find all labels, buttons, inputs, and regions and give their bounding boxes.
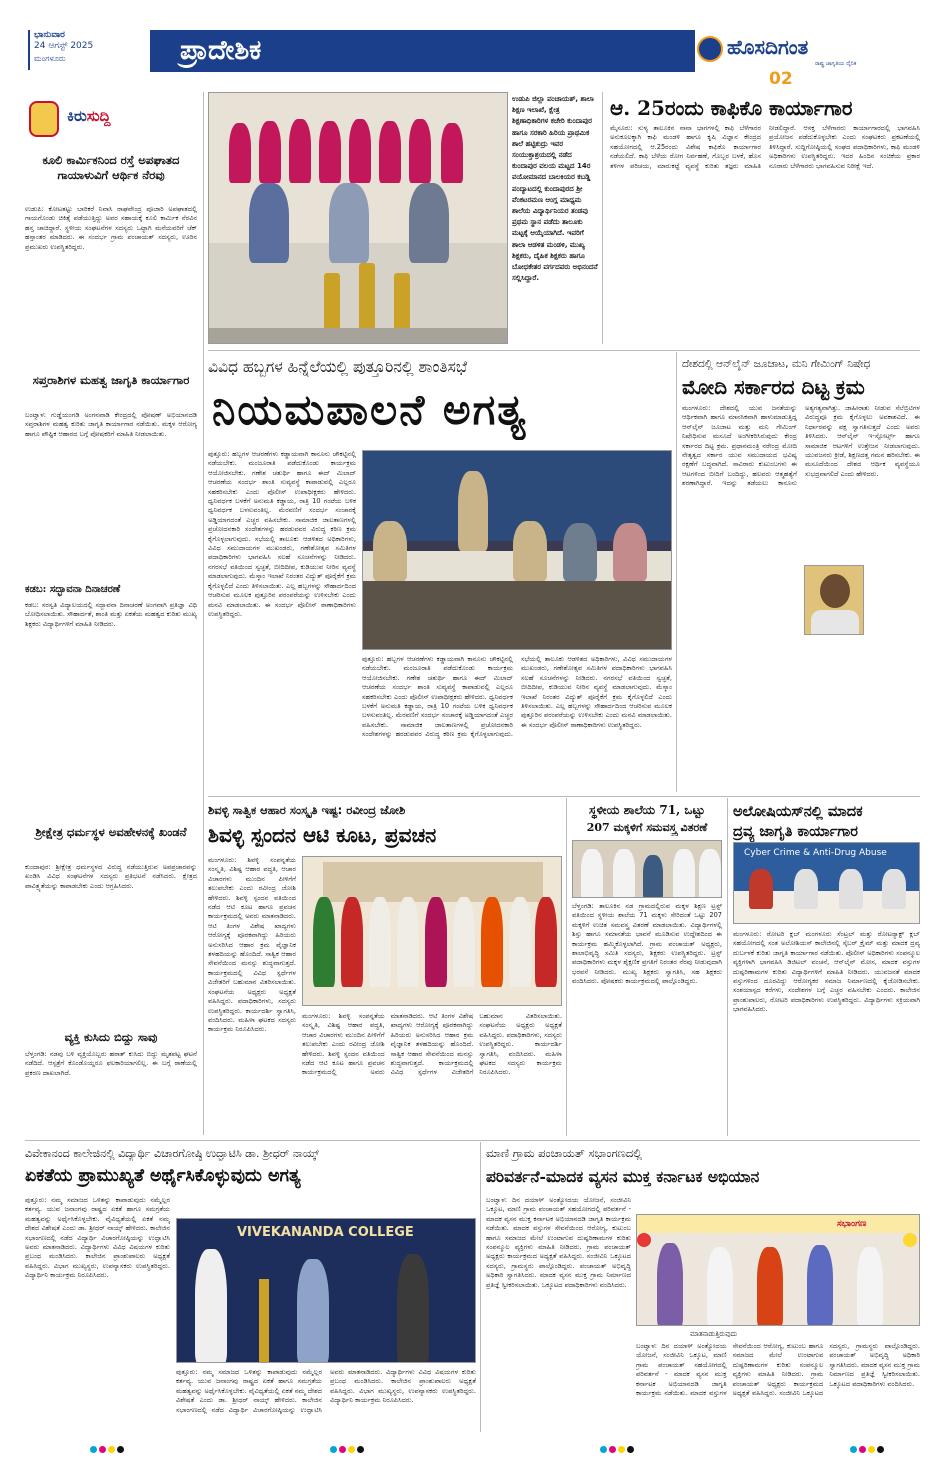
section-divider: [208, 796, 920, 797]
brief-body: ಉಡುಪಿ: ಕೋಟತಟ್ಟು ಬಾರಿಕರೆ ನಿವಾಸಿ ರಾಘವೇಂದ್ರ ಪೂಜಾರಿ ಅಪಘಾತದಲ್ಲಿ ಗಾಯಗೊಂಡು ಚಿಕಿತ್ಸೆ ಪಡೆಯುತ್ತಿದ್ದು ಅವರ ಸಹಾಯಕ್ಕೆ ಕೂಲಿ ಕಾರ್ಮಿಕ ನೆರವಿನ ಹಸ್ತ ಚಾಚಿದ್ದಾರೆ. ಸ್ಥಳೀಯ ಸಂಘಟನೆಗಳ ಸದಸ್ಯರು ಒಟ್ಟಾಗಿ ಮನೆಯವರಿಗೆ ಚೆಕ್ ಹಸ್ತಾಂತರ ಮಾಡಿದರು. ಈ ಸಂದರ್ಭ ಗ್ರಾಮ ಪಂಚಾಯತ್ ಸದಸ್ಯರು, ಊರಿನ ಪ್ರಮುಖರು ಉಪಸ್ಥಿತರಿದ್ದರು.: [25, 205, 197, 251]
teacher-figure: [249, 183, 289, 263]
mani-kicker: ಮಾಣಿ ಗ್ರಾಮ ಪಂಚಾಯತ್ ಸಭಾಂಗಣದಲ್ಲಿ: [486, 1146, 642, 1160]
uniform-photo: [572, 840, 722, 898]
student-figure: [441, 123, 463, 183]
guest-figure: [369, 897, 391, 987]
kirusuddi-label-b: ಸುದ್ದಿ: [86, 107, 111, 125]
black-dot: [627, 1446, 634, 1453]
college-banner: VIVEKANANDA COLLEGE: [237, 1225, 414, 1240]
guest-figure: [453, 897, 475, 987]
official-figure: [882, 869, 906, 909]
column-divider: [203, 92, 204, 1135]
balloon-icon: [903, 1233, 917, 1247]
student-figure: [319, 121, 341, 183]
student-figure: [259, 121, 281, 183]
aloysius-headline-a: ಅಲೋಷಿಯಸ್‌ನಲ್ಲಿ ಮಾದಕ: [733, 803, 863, 820]
guest-figure: [313, 897, 335, 987]
guest-figure: [707, 1247, 733, 1326]
day-label: ಭಾನುವಾರ: [34, 30, 65, 40]
guest-figure: [535, 897, 557, 987]
city-label: ಮಂಗಳೂರು: [34, 54, 66, 63]
peace-meeting-photo: [362, 450, 672, 650]
brief-title: ವ್ಯಕ್ತಿ ಕುಸಿದು ಬಿದ್ದು ಸಾವು: [64, 1030, 158, 1044]
guest-figure: [673, 849, 695, 898]
guest-figure: [657, 1243, 683, 1326]
official-figure: [839, 869, 863, 909]
official-figure: [749, 869, 773, 909]
uniform-kicker-a: ಸ್ಥಳೀಯ ಶಾಲೆಯ 71, ಒಟ್ಟು: [589, 803, 705, 817]
column-divider: [676, 352, 677, 792]
vivekananda-body-col1: ಪುತ್ತೂರು: ನಮ್ಮ ಸಮಾಜದ ಒಳಿತನ್ನು ಕಾಪಾಡುವುದು ನಮ್ಮೆಲ್ಲರ ಕರ್ತವ್ಯ. ಯುವ ಜನಾಂಗವು ರಾಷ್ಟ್ರದ ಏಕತೆ ಹಾಗೂ ಸಮಗ್ರತೆಯ ಮಹತ್ವವನ್ನು ಅರ್ಥೈಸಿಕೊಳ್ಳಬೇಕು. ವೈವಿಧ್ಯತೆಯಲ್ಲಿ ಏಕತೆ ನಮ್ಮ ದೇಶದ ವಿಶೇಷತೆ ಎಂದು ಡಾ. ಶ್ರೀಧರ್ ನಾಯ್ಕ್ ಹೇಳಿದರು. ಕಾಲೇಜಿನ ಸಭಾಂಗಣದಲ್ಲಿ ನಡೆದ ವಿದ್ಯಾರ್ಥಿ ವಿಚಾರಗೋಷ್ಠಿಯನ್ನು ಉದ್ಘಾಟಿಸಿ ಅವರು ಮಾತನಾಡಿದರು. ವಿದ್ಯಾರ್ಥಿಗಳು ವಿವಿಧ ವಿಷಯಗಳ ಕುರಿತು ಪ್ರಬಂಧ ಮಂಡಿಸಿದರು. ಕಾಲೇಜಿನ ಪ್ರಾಂಶುಪಾಲರು ಅಧ್ಯಕ್ಷತೆ ವಹಿಸಿದ್ದರು. ವಿಭಾಗ ಮುಖ್ಯಸ್ಥರು, ಉಪನ್ಯಾಸಕರು ಉಪಸ್ಥಿತರಿದ್ದರು. ವಿದ್ಯಾರ್ಥಿನಿ ಕಾರ್ಯಕ್ರಮ ನಿರೂಪಿಸಿದರು.: [25, 1196, 170, 1280]
modi-body: ಮಂಗಳೂರು: ದೇಶದಲ್ಲಿ ಯುವ ಜನತೆಯನ್ನು ಆರ್ಥಿಕವಾಗಿ ಹಾಗೂ ಮಾನಸಿಕವಾಗಿ ಹಾಳುಮಾಡುತ್ತಿದ್ದ ಆನ್‌ಲೈನ್ ಜೂಜಾಟ ಮತ್ತು ಮನಿ ಗೇಮಿಂಗ್ ನಿಷೇಧಿಸುವ ಮಸೂದೆ ಅಂಗೀಕರಿಸಿರುವುದು ಕೇಂದ್ರ ಸರ್ಕಾರದ ದಿಟ್ಟ ಕ್ರಮ. ಪ್ರಧಾನಮಂತ್ರಿ ನರೇಂದ್ರ ಮೋದಿ ನೇತೃತ್ವದ ಸರ್ಕಾರ ಯುವ ಸಮುದಾಯದ ಭವಿಷ್ಯ ರಕ್ಷಣೆಗೆ ಬದ್ಧವಾಗಿದೆ. ಸಾವಿರಾರು ಕುಟುಂಬಗಳು ಈ ಆಟಗಳಿಂದ ಬೀದಿಗೆ ಬಂದಿದ್ದು, ಹಲವರು ಆತ್ಮಹತ್ಯೆಗೆ ಶರಣಾಗಿದ್ದಾರೆ. ಇದನ್ನು ತಡೆಯಲು ಕಾನೂನು ಅತ್ಯಗತ್ಯವಾಗಿತ್ತು. ಜಾಹೀರಾತು ನೀಡುವ ಸೆಲೆಬ್ರಿಟಿಗಳ ವಿರುದ್ಧವೂ ಕ್ರಮ ಕೈಗೊಳ್ಳಲು ಅವಕಾಶವಿದೆ. ಈ ನಿರ್ಧಾರವನ್ನು ಪಕ್ಷ ಸ್ವಾಗತಿಸುತ್ತದೆ ಎಂದು ಅವರು ತಿಳಿಸಿದರು. ಆನ್‌ಲೈನ್ ಇ-ಸ್ಪೋರ್ಟ್ಸ್ ಹಾಗೂ ಸಾಮಾಜಿಕ ಆಟಗಳಿಗೆ ಉತ್ತೇಜನ ನೀಡಲಾಗುವುದು. ಯುವಜನರು ಕ್ರೀಡೆ, ಶಿಕ್ಷಣದತ್ತ ಗಮನ ಹರಿಸಬೇಕು. ಈ ಮಸೂದೆಯಿಂದ ದೇಶದ ಆರ್ಥಿಕ ವ್ಯವಸ್ಥೆಯೂ ಸುಭದ್ರವಾಗಲಿದೆ ಎಂದು ಹೇಳಿದರು.: [682, 404, 920, 488]
modi-headline: ಮೋದಿ ಸರ್ಕಾರದ ದಿಟ್ಟ ಕ್ರಮ: [682, 375, 865, 399]
yellow-dot: [348, 1446, 355, 1453]
brief-body: ಬಂಟ್ವಾಳ: ಗುಡ್ಡೆಯಂಗಡಿ ಅಂಗನವಾಡಿ ಕೇಂದ್ರದಲ್ಲಿ ಪೋಷಣ್ ಅಭಿಯಾನದಡಿ ಸಪ್ತರಾಶಿಗಳ ಮಹತ್ವ ಕುರಿತು ಜಾಗೃತಿ ಕಾರ್ಯಾಗಾರ ನಡೆಯಿತು. ಮಕ್ಕಳ ಆರೋಗ್ಯ ಹಾಗೂ ಪೌಷ್ಟಿಕ ಆಹಾರದ ಬಗ್ಗೆ ಪೋಷಕರಿಗೆ ಮಾಹಿತಿ ನೀಡಲಾಯಿತು.: [25, 411, 197, 438]
aloysius-banner: Cyber Crime & Anti-Drug Abuse: [744, 848, 887, 858]
kirusuddi-label-a: ಕಿರು: [67, 107, 87, 125]
yellow-dot: [868, 1446, 875, 1453]
modi-kicker: ದೇಶದಲ್ಲಿ ಆನ್‌ಲೈನ್ ಜೂಜಾಟ, ಮನಿ ಗೇಮಿಂಗ್ ನಿಷೇಧ: [682, 358, 871, 370]
black-dot: [117, 1446, 124, 1453]
registration-marks: [600, 1438, 640, 1448]
trophy-icon: [394, 273, 410, 333]
mani-body-col2: ಬಂಟ್ವಾಳ: ದಿನ ದಯಾಳ್ ಅಂತ್ಯೋದಯ ಯೋಜನೆ, ಸಂಜೀವಿನಿ ಒಕ್ಕೂಟ, ಮಾಣಿ ಗ್ರಾಮ ಪಂಚಾಯತ್ ಸಹಯೋಗದಲ್ಲಿ ಪರಿವರ್ತನೆ - ಮಾದಕ ವ್ಯಸನ ಮುಕ್ತ ಕರ್ನಾಟಕ ಅಭಿಯಾನದಡಿ ಜಾಗೃತಿ ಕಾರ್ಯಕ್ರಮ ನಡೆಯಿತು. ಮಾದಕ ವಸ್ತುಗಳ ಸೇವನೆಯಿಂದ ಆರೋಗ್ಯ, ಕುಟುಂಬ ಹಾಗೂ ಸಮಾಜದ ಮೇಲೆ ಉಂಟಾಗುವ ದುಷ್ಪರಿಣಾಮಗಳ ಕುರಿತು ಸಂಪನ್ಮೂಲ ವ್ಯಕ್ತಿಗಳು ಮಾಹಿತಿ ನೀಡಿದರು. ಗ್ರಾಮ ಪಂಚಾಯತ್ ಅಧ್ಯಕ್ಷರು ಕಾರ್ಯಕ್ರಮದ ಅಧ್ಯಕ್ಷತೆ ವಹಿಸಿದ್ದರು. ಸಂಜೀವಿನಿ ಒಕ್ಕೂಟದ ಸದಸ್ಯರು, ಗ್ರಾಮಸ್ಥರು ಪಾಲ್ಗೊಂಡಿದ್ದರು. ಪಂಚಾಯತ್ ಅಭಿವೃದ್ಧಿ ಅಧಿಕಾರಿ ಸ್ವಾಗತಿಸಿದರು. ಮಾದಕ ವ್ಯಸನ ಮುಕ್ತ ಗ್ರಾಮ ನಿರ್ಮಾಣದ ಪ್ರತಿಜ್ಞೆ ಸ್ವೀಕರಿಸಲಾಯಿತು. ಒಕ್ಕೂಟದ ಪದಾಧಿಕಾರಿಗಳು ವಂದಿಸಿದರು.: [636, 1342, 920, 1398]
column-divider: [602, 92, 603, 344]
section-title: ಪ್ರಾದೇಶಿಕ: [180, 35, 262, 66]
brief-body: ಬೆಳ್ತಂಗಡಿ: ನಡವು ಬಳಿ ವ್ಯಕ್ತಿಯೊಬ್ಬರು ಹಠಾತ್ ಕುಸಿದು ಬಿದ್ದು ಮೃತಪಟ್ಟ ಘಟನೆ ನಡೆದಿದೆ. ಆಸ್ಪತ್ರೆಗೆ ಕೊಂಡೊಯ್ದರೂ ಫಲಕಾರಿಯಾಗಲಿಲ್ಲ. ಈ ಬಗ್ಗೆ ಠಾಣೆಯಲ್ಲಿ ಪ್ರಕರಣ ದಾಖಲಾಗಿದೆ.: [25, 1050, 197, 1077]
official-figure: [513, 521, 547, 581]
guest-figure: [699, 849, 721, 898]
lamp-icon: [259, 1279, 269, 1363]
mani-headline: ಪರಿವರ್ತನೆ-ಮಾದಕ ವ್ಯಸನ ಮುಕ್ತ ಕರ್ನಾಟಕ ಅಭಿಯಾನ: [486, 1167, 760, 1186]
vivekananda-lamp-photo: [176, 1218, 476, 1363]
cyan-dot: [330, 1446, 337, 1453]
brief-title: ಶ್ರೀಕ್ಷೇತ್ರ ಧರ್ಮಸ್ಥಳ ಅವಹೇಳನಕ್ಕೆ ಖಂಡನೆ: [35, 825, 187, 839]
brand-tagline: ರಾಷ್ಟ್ರ ಜಾಗೃತಿಯ ದೈನಿಕ: [815, 61, 857, 67]
shivalli-body-col1: ಮಂಗಳೂರು: ಶಿವಳ್ಳಿ ಸಂಪನ್ನತೆಯ ಸಂಸ್ಕೃತಿ, ವಿಶಿಷ್ಟ ಆಹಾರ ಪದ್ಧತಿ, ಆಚಾರ ವಿಚಾರಗಳು ಮುಂದಿನ ಪೀಳಿಗೆಗೆ ತಲುಪಬೇಕು ಎಂದು ರವೀಂದ್ರ ಜೋಶಿ ಹೇಳಿದರು. ಶಿವಳ್ಳಿ ಸ್ಪಂದನ ವತಿಯಿಂದ ನಡೆದ ಆಟಿ ಕೂಟ ಹಾಗೂ ಪ್ರವಚನ ಕಾರ್ಯಕ್ರಮದಲ್ಲಿ ಅವರು ಮಾತನಾಡಿದರು. ಆಟಿ ತಿಂಗಳ ವಿಶೇಷ ಖಾದ್ಯಗಳು ಆರೋಗ್ಯಕ್ಕೆ ಪೂರಕವಾಗಿದ್ದು ಹಿರಿಯರು ಅನುಸರಿಸಿದ ಆಹಾರ ಕ್ರಮ ವೈಜ್ಞಾನಿಕ ತಳಹದಿಯನ್ನು ಹೊಂದಿದೆ. ಸಾತ್ವಿಕ ಆಹಾರ ಸೇವನೆಯಿಂದ ಮನಸ್ಸು ಶುದ್ಧವಾಗುತ್ತದೆ. ಕಾರ್ಯಕ್ರಮದಲ್ಲಿ ವಿವಿಧ ಸ್ಪರ್ಧೆಗಳ ವಿಜೇತರಿಗೆ ಬಹುಮಾನ ವಿತರಿಸಲಾಯಿತು. ಸಂಘಟನೆಯ ಅಧ್ಯಕ್ಷರು ಅಧ್ಯಕ್ಷತೆ ವಹಿಸಿದ್ದರು. ಪದಾಧಿಕಾರಿಗಳು, ಸದಸ್ಯರು ಉಪಸ್ಥಿತರಿದ್ದರು. ಕಾರ್ಯದರ್ಶಿ ಸ್ವಾಗತಿಸಿ, ವಂದಿಸಿದರು. ಮಹಿಳಾ ಘಟಕದ ಸದಸ್ಯರು ಕಾರ್ಯಕ್ರಮ ನಿರೂಪಿಸಿದರು.: [208, 856, 296, 1034]
vivekananda-kicker: ವಿವೇಕಾನಂದ ಕಾಲೇಜಿನಲ್ಲಿ ವಿದ್ಯಾರ್ಥಿ ವಿಚಾರಗೋಷ್ಠಿ ಉದ್ಘಾಟಿಸಿ ಡಾ. ಶ್ರೀಧರ್ ನಾಯ್ಕ್: [25, 1147, 320, 1160]
guest-figure: [807, 1245, 833, 1326]
guest-figure: [425, 897, 447, 987]
page-number: 02: [769, 69, 793, 89]
shivalli-body-col2: ಮಂಗಳೂರು: ಶಿವಳ್ಳಿ ಸಂಪನ್ನತೆಯ ಸಂಸ್ಕೃತಿ, ವಿಶಿಷ್ಟ ಆಹಾರ ಪದ್ಧತಿ, ಆಚಾರ ವಿಚಾರಗಳು ಮುಂದಿನ ಪೀಳಿಗೆಗೆ ತಲುಪಬೇಕು ಎಂದು ರವೀಂದ್ರ ಜೋಶಿ ಹೇಳಿದರು. ಶಿವಳ್ಳಿ ಸ್ಪಂದನ ವತಿಯಿಂದ ನಡೆದ ಆಟಿ ಕೂಟ ಹಾಗೂ ಪ್ರವಚನ ಕಾರ್ಯಕ್ರಮದಲ್ಲಿ ಅವರು ಮಾತನಾಡಿದರು. ಆಟಿ ತಿಂಗಳ ವಿಶೇಷ ಖಾದ್ಯಗಳು ಆರೋಗ್ಯಕ್ಕೆ ಪೂರಕವಾಗಿದ್ದು ಹಿರಿಯರು ಅನುಸರಿಸಿದ ಆಹಾರ ಕ್ರಮ ವೈಜ್ಞಾನಿಕ ತಳಹದಿಯನ್ನು ಹೊಂದಿದೆ. ಸಾತ್ವಿಕ ಆಹಾರ ಸೇವನೆಯಿಂದ ಮನಸ್ಸು ಶುದ್ಧವಾಗುತ್ತದೆ. ಕಾರ್ಯಕ್ರಮದಲ್ಲಿ ವಿವಿಧ ಸ್ಪರ್ಧೆಗಳ ವಿಜೇತರಿಗೆ ಬಹುಮಾನ ವಿತರಿಸಲಾಯಿತು. ಸಂಘಟನೆಯ ಅಧ್ಯಕ್ಷರು ಅಧ್ಯಕ್ಷತೆ ವಹಿಸಿದ್ದರು. ಪದಾಧಿಕಾರಿಗಳು, ಸದಸ್ಯರು ಉಪಸ್ಥಿತರಿದ್ದರು. ಕಾರ್ಯದರ್ಶಿ ಸ್ವಾಗತಿಸಿ, ವಂದಿಸಿದರು. ಮಹಿಳಾ ಘಟಕದ ಸದಸ್ಯರು ಕಾರ್ಯಕ್ರಮ ನಿರೂಪಿಸಿದರು.: [302, 1012, 562, 1077]
kirusuddi-label: [67, 107, 197, 125]
masthead: [0, 0, 945, 89]
teacher-figure: [409, 183, 449, 263]
speaker-portrait-photo: [804, 565, 864, 635]
official-figure: [563, 523, 597, 581]
guest-figure: [613, 849, 635, 898]
student-figure: [379, 121, 401, 183]
brief-body: ಕಡಬ: ಸರಸ್ವತಿ ವಿದ್ಯಾಲಯದಲ್ಲಿ ಸದ್ಭಾವನಾ ದಿನಾಚರಣೆ ಅಂಗವಾಗಿ ಪ್ರತಿಜ್ಞಾ ವಿಧಿ ಬೋಧಿಸಲಾಯಿತು. ಸೌಹಾರ್ದತೆ, ಶಾಂತಿ ಮತ್ತು ಏಕತೆಯ ಮಹತ್ವದ ಕುರಿತು ಮುಖ್ಯ ಶಿಕ್ಷಕರು ವಿದ್ಯಾರ್ಥಿಗಳಿಗೆ ಮಾಹಿತಿ ನೀಡಿದರು.: [25, 601, 197, 628]
column-divider: [727, 798, 728, 1136]
brand-block: [697, 30, 919, 90]
portrait-shirt: [811, 610, 859, 635]
balloon-icon: [637, 1233, 651, 1247]
teacher-figure: [329, 183, 369, 263]
registration-marks: [90, 1438, 130, 1448]
cyan-dot: [90, 1446, 97, 1453]
brief-title: ಕಡಬ: ಸದ್ಭಾವನಾ ದಿನಾಚರಣೆ: [25, 584, 121, 595]
coffee-headline: ಆ. 25ರಂದು ಕಾಫಿಕೊ ಕಾರ್ಯಾಗಾರ: [610, 96, 853, 120]
brief-item: [25, 153, 197, 353]
trophy-icon: [359, 263, 375, 333]
aloysius-photo: [733, 842, 920, 924]
guest-figure: [341, 897, 363, 987]
brand-logo-icon: [697, 36, 723, 62]
magenta-dot: [99, 1446, 106, 1453]
brief-body: ಕುಂದಾಪುರ: ಶ್ರೀಕ್ಷೇತ್ರ ಧರ್ಮಸ್ಥಳದ ವಿರುದ್ಧ ನಡೆಯುತ್ತಿರುವ ಅಪಪ್ರಚಾರವನ್ನು ಖಂಡಿಸಿ ವಿವಿಧ ಸಂಘಟನೆಗಳ ಸದಸ್ಯರು ಪ್ರತಿಭಟನೆ ನಡೆಸಿದರು. ಕ್ಷೇತ್ರದ ಪಾವಿತ್ರ್ಯತೆಯನ್ನು ಕಾಪಾಡಬೇಕು ಎಂದು ಆಗ್ರಹಿಸಿದರು.: [25, 863, 197, 890]
puttur-body-col2: ಪುತ್ತೂರು: ಹಬ್ಬಗಳ ಆಚರಣೆಗಳು ಕಡ್ಡಾಯವಾಗಿ ಕಾನೂನು ಚೌಕಟ್ಟಿನಲ್ಲಿ ನಡೆಯಬೇಕು. ಮಂಜೂರಾತಿ ಪಡೆದುಕೊಂಡು ಕಾರ್ಯಕ್ರಮ ಆಯೋಜಿಸಬೇಕು. ಗಣೇಶ ಚತುರ್ಥಿ ಹಾಗೂ ಈದ್ ಮಿಲಾದ್ ಆಚರಣೆಯ ಸಂದರ್ಭ ಶಾಂತಿ ಸುವ್ಯವಸ್ಥೆ ಕಾಪಾಡುವಲ್ಲಿ ಎಲ್ಲರೂ ಸಹಕರಿಸಬೇಕು ಎಂದು ಪೊಲೀಸ್ ಉಪಾಧೀಕ್ಷಕರು ಹೇಳಿದರು. ಧ್ವನಿವರ್ಧಕ ಬಳಕೆಗೆ ಅನುಮತಿ ಕಡ್ಡಾಯ, ರಾತ್ರಿ 10 ಗಂಟೆಯ ಬಳಿಕ ಧ್ವನಿವರ್ಧಕ ಬಳಸುವಂತಿಲ್ಲ. ಮೆರವಣಿಗೆ ಸಂದರ್ಭ ಸಂಚಾರಕ್ಕೆ ಅಡ್ಡಿಯಾಗದಂತೆ ಎಚ್ಚರ ವಹಿಸಬೇಕು. ಸಾಮಾಜಿಕ ಜಾಲತಾಣಗಳಲ್ಲಿ ಪ್ರಚೋದನಕಾರಿ ಸಂದೇಶಗಳನ್ನು ಹರಡುವವರ ವಿರುದ್ಧ ಕಠಿಣ ಕ್ರಮ ಕೈಗೊಳ್ಳಲಾಗುವುದು. ಸಭೆಯಲ್ಲಿ ತಾಲೂಕು ಆಡಳಿತದ ಅಧಿಕಾರಿಗಳು, ವಿವಿಧ ಸಮುದಾಯಗಳ ಮುಖಂಡರು, ಗಣೇಶೋತ್ಸವ ಸಮಿತಿಗಳ ಪದಾಧಿಕಾರಿಗಳು ಭಾಗವಹಿಸಿ ಸಲಹೆ ಸೂಚನೆಗಳನ್ನು ನೀಡಿದರು. ನಗರಸಭೆ ವತಿಯಿಂದ ಸ್ವಚ್ಛತೆ, ಬೀದಿದೀಪ, ಕುಡಿಯುವ ನೀರಿನ ವ್ಯವಸ್ಥೆ ಮಾಡಲಾಗುವುದು. ಮೆಸ್ಕಾಂ ಇಲಾಖೆ ನಿರಂತರ ವಿದ್ಯುತ್ ಪೂರೈಕೆಗೆ ಕ್ರಮ ಕೈಗೊಳ್ಳಲಿದೆ ಎಂದು ತಿಳಿಸಲಾಯಿತು. ಎಲ್ಲ ಹಬ್ಬಗಳನ್ನು ಸೌಹಾರ್ದದಿಂದ ಆಚರಿಸುವ ಮೂಲಕ ಪುತ್ತೂರಿನ ಪರಂಪರೆಯನ್ನು ಉಳಿಸಬೇಕು ಎಂದು ಮನವಿ ಮಾಡಲಾಯಿತು. ಈ ಸಂದರ್ಭ ಪೊಲೀಸ್ ಠಾಣಾಧಿಕಾರಿಗಳು ಉಪಸ್ಥಿತರಿದ್ದರು.: [362, 655, 672, 739]
vivekananda-body-col2: ಪುತ್ತೂರು: ನಮ್ಮ ಸಮಾಜದ ಒಳಿತನ್ನು ಕಾಪಾಡುವುದು ನಮ್ಮೆಲ್ಲರ ಕರ್ತವ್ಯ. ಯುವ ಜನಾಂಗವು ರಾಷ್ಟ್ರದ ಏಕತೆ ಹಾಗೂ ಸಮಗ್ರತೆಯ ಮಹತ್ವವನ್ನು ಅರ್ಥೈಸಿಕೊಳ್ಳಬೇಕು. ವೈವಿಧ್ಯತೆಯಲ್ಲಿ ಏಕತೆ ನಮ್ಮ ದೇಶದ ವಿಶೇಷತೆ ಎಂದು ಡಾ. ಶ್ರೀಧರ್ ನಾಯ್ಕ್ ಹೇಳಿದರು. ಕಾಲೇಜಿನ ಸಭಾಂಗಣದಲ್ಲಿ ನಡೆದ ವಿದ್ಯಾರ್ಥಿ ವಿಚಾರಗೋಷ್ಠಿಯನ್ನು ಉದ್ಘಾಟಿಸಿ ಅವರು ಮಾತನಾಡಿದರು. ವಿದ್ಯಾರ್ಥಿಗಳು ವಿವಿಧ ವಿಷಯಗಳ ಕುರಿತು ಪ್ರಬಂಧ ಮಂಡಿಸಿದರು. ಕಾಲೇಜಿನ ಪ್ರಾಂಶುಪಾಲರು ಅಧ್ಯಕ್ಷತೆ ವಹಿಸಿದ್ದರು. ವಿಭಾಗ ಮುಖ್ಯಸ್ಥರು, ಉಪನ್ಯಾಸಕರು ಉಪಸ್ಥಿತರಿದ್ದರು. ವಿದ್ಯಾರ್ಥಿನಿ ಕಾರ್ಯಕ್ರಮ ನಿರೂಪಿಸಿದರು.: [176, 1368, 476, 1414]
brief-item: [25, 1030, 197, 1135]
kirusuddi-column: [25, 95, 200, 1135]
yellow-dot: [108, 1446, 115, 1453]
vivekananda-headline: ಏಕತೆಯ ಪ್ರಾಮುಖ್ಯತೆ ಅರ್ಥೈಸಿಕೊಳ್ಳುವುದು ಅಗತ್ಯ: [25, 1166, 301, 1186]
student-figure: [229, 123, 251, 183]
hand-icon: [29, 101, 59, 137]
brief-title: ಸಪ್ತರಾಶಿಗಳ ಮಹತ್ವ ಜಾಗೃತಿ ಕಾರ್ಯಾಗಾರ: [32, 373, 190, 387]
guest-figure: [857, 1247, 883, 1326]
official-figure: [794, 869, 818, 909]
guest-figure: [581, 849, 603, 898]
guest-figure: [757, 1247, 783, 1326]
audience-floor: [363, 581, 672, 650]
puttur-kicker: ವಿವಿಧ ಹಬ್ಬಗಳ ಹಿನ್ನೆಲೆಯಲ್ಲಿ ಪುತ್ತೂರಿನಲ್ಲಿ ಶಾಂತಿಸಭೆ: [208, 358, 468, 376]
puttur-headline: ನಿಯಮಪಾಲನೆ ಅಗತ್ಯ: [212, 385, 528, 434]
shivalli-group-photo: [302, 856, 562, 1006]
mani-banner-label: ಸಭಾಂಗಣ: [837, 1219, 867, 1229]
guest-figure: [297, 1259, 329, 1363]
student-figure: [643, 855, 663, 898]
magenta-dot: [859, 1446, 866, 1453]
date-label: 24 ಆಗಸ್ಟ್ 2025: [34, 41, 94, 51]
kabaddi-team-photo: [208, 92, 508, 344]
uniform-body: ಬೆಳ್ತಂಗಡಿ: ತಾಲೂಕಿನ ನಡ ಗ್ರಾಮದಲ್ಲಿರುವ ಮಕ್ಕಳ ಶಿಕ್ಷಣ ಟ್ರಸ್ಟ್ ವತಿಯಿಂದ ಸ್ಥಳೀಯ ಶಾಲೆಯ 71 ಮಕ್ಕಳು ಸೇರಿದಂತೆ ಒಟ್ಟು 207 ಮಕ್ಕಳಿಗೆ ಉಚಿತ ಸಮವಸ್ತ್ರ ವಿತರಣೆ ಮಾಡಲಾಯಿತು. ವಿದ್ಯಾರ್ಥಿಗಳಲ್ಲಿ ಶಿಸ್ತು ಹಾಗೂ ಸಮಾನತೆಯ ಭಾವನೆ ಮೂಡಿಸುವ ಉದ್ದೇಶದಿಂದ ಈ ಕಾರ್ಯಕ್ರಮ ಹಮ್ಮಿಕೊಳ್ಳಲಾಗಿದೆ. ಗ್ರಾಮ ಪಂಚಾಯತ್ ಅಧ್ಯಕ್ಷರು, ಶಾಲಾಭಿವೃದ್ಧಿ ಸಮಿತಿ ಸದಸ್ಯರು, ಶಿಕ್ಷಕರು ಉಪಸ್ಥಿತರಿದ್ದರು. ಟ್ರಸ್ಟ್ ಪದಾಧಿಕಾರಿಗಳು ಮಕ್ಕಳ ಶೈಕ್ಷಣಿಕ ಪ್ರಗತಿಗೆ ನಿರಂತರ ನೆರವು ನೀಡುವುದಾಗಿ ಭರವಸೆ ನೀಡಿದರು. ಮುಖ್ಯ ಶಿಕ್ಷಕರು ಸ್ವಾಗತಿಸಿ, ಸಹ ಶಿಕ್ಷಕರು ವಂದಿಸಿದರು. ಪೋಷಕರು ಕಾರ್ಯಕ್ರಮದಲ್ಲಿ ಪಾಲ್ಗೊಂಡಿದ್ದರು.: [572, 902, 722, 986]
student-figure: [349, 119, 371, 183]
cyan-dot: [600, 1446, 607, 1453]
cyan-dot: [850, 1446, 857, 1453]
kirusuddi-header: [25, 95, 200, 145]
puttur-body-col1: ಪುತ್ತೂರು: ಹಬ್ಬಗಳ ಆಚರಣೆಗಳು ಕಡ್ಡಾಯವಾಗಿ ಕಾನೂನು ಚೌಕಟ್ಟಿನಲ್ಲಿ ನಡೆಯಬೇಕು. ಮಂಜೂರಾತಿ ಪಡೆದುಕೊಂಡು ಕಾರ್ಯಕ್ರಮ ಆಯೋಜಿಸಬೇಕು. ಗಣೇಶ ಚತುರ್ಥಿ ಹಾಗೂ ಈದ್ ಮಿಲಾದ್ ಆಚರಣೆಯ ಸಂದರ್ಭ ಶಾಂತಿ ಸುವ್ಯವಸ್ಥೆ ಕಾಪಾಡುವಲ್ಲಿ ಎಲ್ಲರೂ ಸಹಕರಿಸಬೇಕು ಎಂದು ಪೊಲೀಸ್ ಉಪಾಧೀಕ್ಷಕರು ಹೇಳಿದರು. ಧ್ವನಿವರ್ಧಕ ಬಳಕೆಗೆ ಅನುಮತಿ ಕಡ್ಡಾಯ, ರಾತ್ರಿ 10 ಗಂಟೆಯ ಬಳಿಕ ಧ್ವನಿವರ್ಧಕ ಬಳಸುವಂತಿಲ್ಲ. ಮೆರವಣಿಗೆ ಸಂದರ್ಭ ಸಂಚಾರಕ್ಕೆ ಅಡ್ಡಿಯಾಗದಂತೆ ಎಚ್ಚರ ವಹಿಸಬೇಕು. ಸಾಮಾಜಿಕ ಜಾಲತಾಣಗಳಲ್ಲಿ ಪ್ರಚೋದನಕಾರಿ ಸಂದೇಶಗಳನ್ನು ಹರಡುವವರ ವಿರುದ್ಧ ಕಠಿಣ ಕ್ರಮ ಕೈಗೊಳ್ಳಲಾಗುವುದು. ಸಭೆಯಲ್ಲಿ ತಾಲೂಕು ಆಡಳಿತದ ಅಧಿಕಾರಿಗಳು, ವಿವಿಧ ಸಮುದಾಯಗಳ ಮುಖಂಡರು, ಗಣೇಶೋತ್ಸವ ಸಮಿತಿಗಳ ಪದಾಧಿಕಾರಿಗಳು ಭಾಗವಹಿಸಿ ಸಲಹೆ ಸೂಚನೆಗಳನ್ನು ನೀಡಿದರು. ನಗರಸಭೆ ವತಿಯಿಂದ ಸ್ವಚ್ಛತೆ, ಬೀದಿದೀಪ, ಕುಡಿಯುವ ನೀರಿನ ವ್ಯವಸ್ಥೆ ಮಾಡಲಾಗುವುದು. ಮೆಸ್ಕಾಂ ಇಲಾಖೆ ನಿರಂತರ ವಿದ್ಯುತ್ ಪೂರೈಕೆಗೆ ಕ್ರಮ ಕೈಗೊಳ್ಳಲಿದೆ ಎಂದು ತಿಳಿಸಲಾಯಿತು. ಎಲ್ಲ ಹಬ್ಬಗಳನ್ನು ಸೌಹಾರ್ದದಿಂದ ಆಚರಿಸುವ ಮೂಲಕ ಪುತ್ತೂರಿನ ಪರಂಪರೆಯನ್ನು ಉಳಿಸಬೇಕು ಎಂದು ಮನವಿ ಮಾಡಲಾಯಿತು. ಈ ಸಂದರ್ಭ ಪೊಲೀಸ್ ಠಾಣಾಧಿಕಾರಿಗಳು ಉಪಸ್ಥಿತರಿದ್ದರು.: [208, 450, 356, 618]
aloysius-headline-b: ದ್ರವ್ಯ ಜಾಗೃತಿ ಕಾರ್ಯಾಗಾರ: [733, 823, 858, 840]
guest-figure: [509, 897, 531, 987]
magenta-dot: [339, 1446, 346, 1453]
coffee-body: ಮೈಸೂರು: ಸುಳ್ಯ ತಾಲೂಕಿನ ನಾನಾ ಭಾಗಗಳಲ್ಲಿ ಕಾಫಿ ಬೆಳೆಗಾರರ ಅನುಕೂಲಕ್ಕಾಗಿ ಕಾಫಿ ಮಂಡಳಿ ಹಾಗೂ ಕೃಷಿ ವಿಜ್ಞಾನ ಕೇಂದ್ರದ ಸಹಯೋಗದಲ್ಲಿ ಆ.25ರಂದು ವಿಶೇಷ ಕಾಫಿಕೊ ಕಾರ್ಯಾಗಾರ ನಡೆಯಲಿದೆ. ಕಾಫಿ ಬೆಳೆಯ ರೋಗ ನಿರ್ವಹಣೆ, ಗೊಬ್ಬರ ಬಳಕೆ, ಹೊಸ ತಳಿಗಳ ಪರಿಚಯ, ಮಾರುಕಟ್ಟೆ ವ್ಯವಸ್ಥೆ ಕುರಿತು ತಜ್ಞರು ಮಾಹಿತಿ ನೀಡಲಿದ್ದಾರೆ. ಆಸಕ್ತ ಬೆಳೆಗಾರರು ಕಾರ್ಯಾಗಾರದಲ್ಲಿ ಭಾಗವಹಿಸಿ ಪ್ರಯೋಜನ ಪಡೆದುಕೊಳ್ಳಬೇಕು ಎಂದು ಸಂಘಟಕರು ಪ್ರಕಟಣೆಯಲ್ಲಿ ತಿಳಿಸಿದ್ದಾರೆ. ಸುದ್ದಿಗೋಷ್ಠಿಯಲ್ಲಿ ಸಂಘದ ಪದಾಧಿಕಾರಿಗಳು, ಕಾಫಿ ಮಂಡಳಿ ಅಧಿಕಾರಿಗಳು ಉಪಸ್ಥಿತರಿದ್ದರು. ಇದರ ಹಿಂದಿನ ಸಂಚಿಕೆಯ ಪ್ರಕಾರ ನೂರಾರು ಬೆಳೆಗಾರರು ಭಾಗವಹಿಸುವ ನಿರೀಕ್ಷೆ ಇದೆ.: [610, 124, 920, 170]
student-figure: [409, 119, 431, 183]
section-divider: [208, 350, 920, 351]
magenta-dot: [609, 1446, 616, 1453]
brand-name: ಹೊಸದಿಗಂತ: [727, 35, 809, 59]
speaker-figure: [458, 471, 488, 551]
registration-marks: [850, 1438, 890, 1448]
guest-figure: [481, 897, 503, 987]
portrait-head: [820, 574, 850, 608]
shivalli-kicker: ಶಿವಳ್ಳಿ ಸಾತ್ವಿಕ ಆಹಾರ ಸಂಸ್ಕೃತಿ ಇಷ್ಟ: ರವೀಂದ್ರ ಜೋಶಿ: [208, 803, 406, 817]
date-block: [28, 30, 148, 70]
yellow-dot: [618, 1446, 625, 1453]
floor: [209, 328, 508, 344]
mani-meeting-photo: [636, 1214, 920, 1326]
trophy-icon: [324, 273, 340, 333]
brief-item: [25, 825, 197, 1025]
uniform-kicker-b: 207 ಮಕ್ಕಳಿಗೆ ಸಮವಸ್ತ್ರ ವಿತರಣೆ: [586, 821, 708, 834]
black-dot: [877, 1446, 884, 1453]
official-figure: [373, 521, 407, 581]
guest-figure: [195, 1249, 227, 1363]
brief-item: [25, 583, 197, 803]
column-divider: [480, 1142, 481, 1432]
black-dot: [357, 1446, 364, 1453]
guest-figure: [397, 897, 419, 987]
mani-photo-caption: ಮಾತನಾಡುತ್ತಿರುವುದು: [690, 1330, 738, 1338]
column-divider: [566, 798, 567, 1136]
registration-marks: [330, 1438, 370, 1448]
shivalli-headline: ಶಿವಳ್ಳಿ ಸ್ಪಂದನ ಆಟಿ ಕೂಟ, ಪ್ರವಚನ: [208, 823, 437, 847]
guest-figure: [397, 1254, 429, 1363]
student-figure: [289, 119, 311, 183]
section-divider: [25, 1140, 920, 1141]
brief-item: [25, 373, 197, 573]
brief-title: ಕೂಲಿ ಕಾರ್ಮಿಕನಿಂದ ರಸ್ತೆ ಅಪಘಾತದ ಗಾಯಾಳುವಿಗೆ ಆರ್ಥಿಕ ನೆರವು: [42, 153, 180, 182]
stage-banner: [323, 862, 543, 902]
official-figure: [613, 523, 647, 581]
mani-body-col1: ಬಂಟ್ವಾಳ: ದಿನ ದಯಾಳ್ ಅಂತ್ಯೋದಯ ಯೋಜನೆ, ಸಂಜೀವಿನಿ ಒಕ್ಕೂಟ, ಮಾಣಿ ಗ್ರಾಮ ಪಂಚಾಯತ್ ಸಹಯೋಗದಲ್ಲಿ ಪರಿವರ್ತನೆ - ಮಾದಕ ವ್ಯಸನ ಮುಕ್ತ ಕರ್ನಾಟಕ ಅಭಿಯಾನದಡಿ ಜಾಗೃತಿ ಕಾರ್ಯಕ್ರಮ ನಡೆಯಿತು. ಮಾದಕ ವಸ್ತುಗಳ ಸೇವನೆಯಿಂದ ಆರೋಗ್ಯ, ಕುಟುಂಬ ಹಾಗೂ ಸಮಾಜದ ಮೇಲೆ ಉಂಟಾಗುವ ದುಷ್ಪರಿಣಾಮಗಳ ಕುರಿತು ಸಂಪನ್ಮೂಲ ವ್ಯಕ್ತಿಗಳು ಮಾಹಿತಿ ನೀಡಿದರು. ಗ್ರಾಮ ಪಂಚಾಯತ್ ಅಧ್ಯಕ್ಷರು ಕಾರ್ಯಕ್ರಮದ ಅಧ್ಯಕ್ಷತೆ ವಹಿಸಿದ್ದರು. ಸಂಜೀವಿನಿ ಒಕ್ಕೂಟದ ಸದಸ್ಯರು, ಗ್ರಾಮಸ್ಥರು ಪಾಲ್ಗೊಂಡಿದ್ದರು. ಪಂಚಾಯತ್ ಅಭಿವೃದ್ಧಿ ಅಧಿಕಾರಿ ಸ್ವಾಗತಿಸಿದರು. ಮಾದಕ ವ್ಯಸನ ಮುಕ್ತ ಗ್ರಾಮ ನಿರ್ಮಾಣದ ಪ್ರತಿಜ್ಞೆ ಸ್ವೀಕರಿಸಲಾಯಿತು. ಒಕ್ಕೂಟದ ಪದಾಧಿಕಾರಿಗಳು ವಂದಿಸಿದರು.: [486, 1196, 631, 1289]
kabaddi-story-text: ಉಡುಪಿ ಜಿಲ್ಲಾ ಪಂಚಾಯತ್, ಶಾಲಾ ಶಿಕ್ಷಣ ಇಲಾಖೆ, ಕ್ಷೇತ್ರ ಶಿಕ್ಷಣಾಧಿಕಾರಿಗಳ ಕಚೇರಿ ಕುಂದಾಪುರ ಹಾಗೂ ಸರಕಾರಿ ಹಿರಿಯ ಪ್ರಾಥಮಿಕ ಶಾಲೆ ಹಟ್ಟಿಕುದ್ರು ಇವರ ಸಂಯುಕ್ತಾಶ್ರಯದಲ್ಲಿ ನಡೆದ ಕುಂದಾಪುರ ವಲಯ ಮಟ್ಟದ 14ರ ವಯೋಮಾನದ ಬಾಲಕಿಯರ ಕಬಡ್ಡಿ ಪಂದ್ಯಾಟದಲ್ಲಿ ಕುಂದಾಪುರದ ಶ್ರೀ ವೆಂಕಟರಮಣ ಆಂಗ್ಲ ಮಾಧ್ಯಮ ಶಾಲೆಯ ವಿದ್ಯಾರ್ಥಿನಿಯರ ತಂಡವು ಪ್ರಥಮ ಸ್ಥಾನ ಪಡೆದು ತಾಲೂಕು ಮಟ್ಟಕ್ಕೆ ಆಯ್ಕೆಯಾಗಿದೆ. ಇವರಿಗೆ ಶಾಲಾ ಆಡಳಿತ ಮಂಡಳಿ, ಮುಖ್ಯ ಶಿಕ್ಷಕರು, ದೈಹಿಕ ಶಿಕ್ಷಕರು ಹಾಗೂ ಬೋಧಕೇತರ ವರ್ಗದವರು ಅಭಿನಂದನೆ ಸಲ್ಲಿಸಿದ್ದಾರೆ.: [512, 95, 598, 283]
aloysius-body: ಮಂಗಳೂರು: ರೋಟರಿ ಕ್ಲಬ್ ಮಂಗಳೂರು ಸೆಂಟ್ರಲ್ ಮತ್ತು ರೋಟರ್‍ಯಾಕ್ಟ್ ಕ್ಲಬ್ ಸಹಯೋಗದಲ್ಲಿ ಸಂತ ಅಲೋಶಿಯಸ್ ಕಾಲೇಜಿನಲ್ಲಿ ಸೈಬರ್ ಕ್ರೈಮ್ ಮತ್ತು ಮಾದಕ ದ್ರವ್ಯ ದುರ್ಬಳಕೆ ಕುರಿತು ಜಾಗೃತಿ ಕಾರ್ಯಾಗಾರ ನಡೆಯಿತು. ಪೊಲೀಸ್ ಅಧಿಕಾರಿಗಳು ಸಂಪನ್ಮೂಲ ವ್ಯಕ್ತಿಗಳಾಗಿ ಭಾಗವಹಿಸಿ ಡಿಜಿಟಲ್ ವಂಚನೆ, ಆನ್‌ಲೈನ್ ಮೋಸ, ಮಾದಕ ವಸ್ತುಗಳ ದುಷ್ಪರಿಣಾಮಗಳ ಕುರಿತು ವಿದ್ಯಾರ್ಥಿಗಳಿಗೆ ಮಾಹಿತಿ ನೀಡಿದರು. ಯುವಜನತೆ ಮಾದಕ ವಸ್ತುಗಳಿಂದ ದೂರವಿದ್ದು ಆರೋಗ್ಯಕರ ಸಮಾಜ ನಿರ್ಮಾಣದಲ್ಲಿ ಕೈಜೋಡಿಸಬೇಕು. ಸಂಶಯಾಸ್ಪದ ಕರೆಗಳು, ಸಂದೇಶಗಳ ಬಗ್ಗೆ ಎಚ್ಚರ ವಹಿಸಬೇಕು ಎಂದರು. ಕಾಲೇಜಿನ ಪ್ರಾಂಶುಪಾಲರು, ರೋಟರಿ ಪದಾಧಿಕಾರಿಗಳು ಉಪಸ್ಥಿತರಿದ್ದರು. ವಿದ್ಯಾರ್ಥಿಗಳು ಸಕ್ರಿಯವಾಗಿ ಭಾಗವಹಿಸಿದರು.: [733, 930, 920, 1014]
